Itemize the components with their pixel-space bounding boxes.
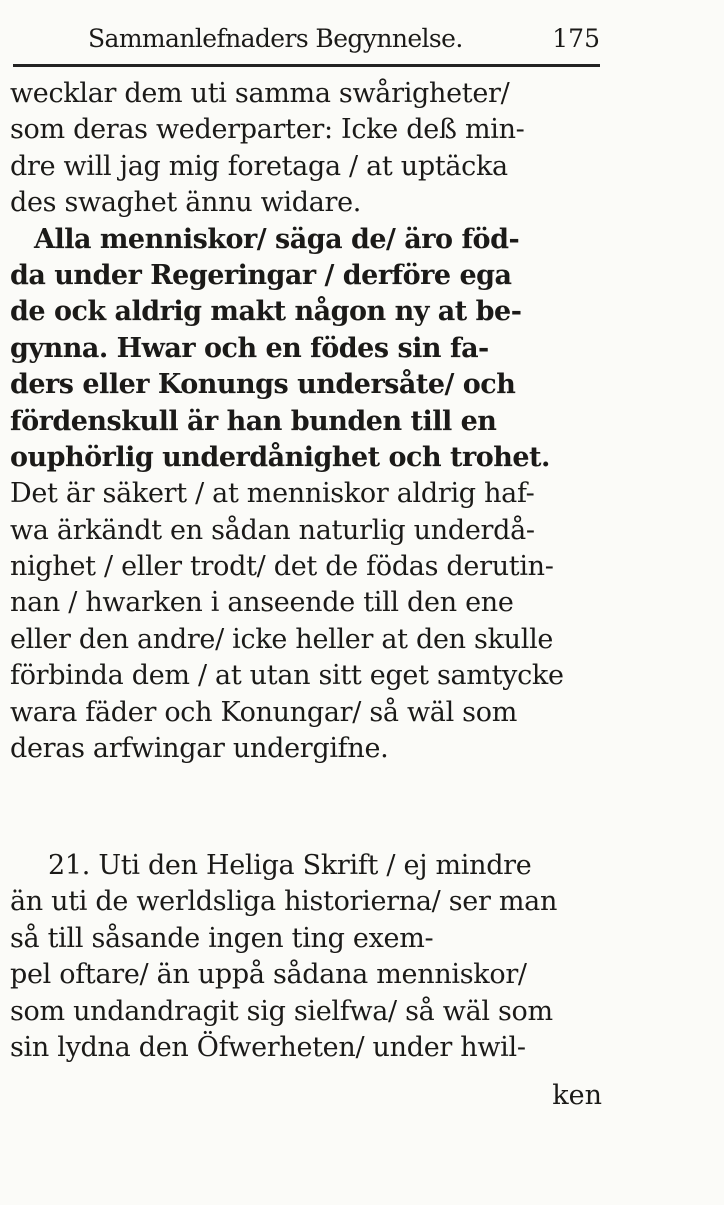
text-line: så till såsande ingen ting exem-: [10, 922, 434, 954]
text-line: som deras wederparter: Icke deß min-: [10, 114, 525, 146]
text-line: de ock aldrig makt någon ny at be-: [10, 296, 522, 328]
paragraph-1: [10, 76, 602, 222]
text-line: eller den andre/ icke heller at den skulle: [10, 623, 554, 655]
text-line: än uti de werldsliga historierna/ ser man: [10, 886, 558, 918]
paragraph-4: [10, 848, 602, 1066]
text-line: 21. Uti den Heliga Skrift / ej mindre: [48, 850, 532, 881]
text-line: pel oftare/ än uppå sådana menniskor/: [10, 959, 527, 991]
text-line: deras arfwingar undergifne.: [10, 733, 389, 765]
text-line: ders eller Konungs undersåte/ och: [10, 369, 516, 401]
catchword: ken: [552, 1080, 602, 1111]
text-line: förbinda dem / at utan sitt eget samtycke: [10, 660, 564, 692]
text-line: fördenskull är han bunden till en: [10, 405, 497, 437]
text-line: da under Regeringar / derföre ega: [10, 259, 512, 291]
text-line: wara fäder och Konungar/ så wäl som: [10, 696, 517, 728]
text-line: wa ärkändt en sådan naturlig underdå-: [10, 514, 535, 546]
text-line: sin lydna den Öfwerheten/ under hwil-: [10, 1031, 526, 1063]
text-line: nighet / eller trodt/ det de födas derutin-: [10, 551, 554, 583]
running-title: Sammanlefnaders Begynnelse.: [88, 24, 463, 53]
header-rule: [13, 64, 600, 67]
page-number: 175: [552, 24, 600, 53]
paragraph-3: [10, 476, 602, 767]
text-line: gynna. Hwar och en födes sin fa-: [10, 332, 489, 364]
main-text: [10, 76, 602, 767]
text-line: wecklar dem uti samma swårigheter/: [10, 78, 510, 109]
text-line: nan / hwarken i anseende till den ene: [10, 587, 514, 619]
running-head: [88, 18, 600, 58]
text-line: Det är säkert / at menniskor aldrig haf-: [10, 478, 535, 510]
text-line: som undandragit sig sielfwa/ så wäl som: [10, 995, 553, 1027]
text-line: des swaghet ännu widare.: [10, 187, 362, 219]
text-line: dre will jag mig foretaga / at uptäcka: [10, 150, 508, 182]
text-line: ouphörlig underdånighet och trohet.: [10, 441, 550, 473]
paragraph-2-bold-quote: [10, 222, 602, 477]
text-line: Alla menniskor/ säga de/ äro föd-: [34, 223, 520, 255]
